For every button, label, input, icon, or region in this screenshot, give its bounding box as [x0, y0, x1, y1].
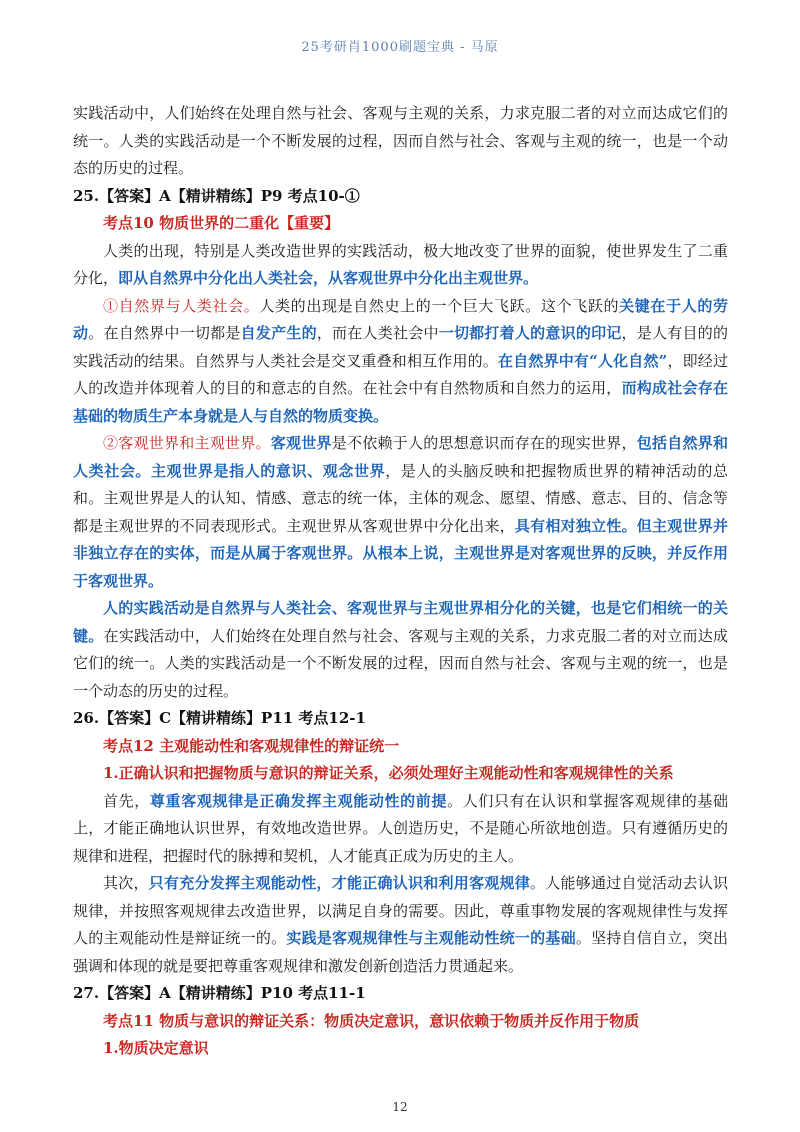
paragraph-intro [73, 238, 728, 293]
paragraph-continued [73, 100, 728, 183]
answer-27-heading: 27.【答案】A【精讲精练】P10 考点11-1 [73, 984, 366, 1002]
subheading-12-1: 1.正确认识和把握物质与意识的辩证关系，必须处理好主观能动性和客观规律性的关系 [103, 764, 674, 782]
highlight-blue: 人的实践活动是自然界与人类社会、客观世界与主观世界相分化的关键，也是它们相统一的关键。 [73, 599, 728, 645]
text-span: 。人们只有在认识和掌握客观规律的基础上，才能正确地认识世界，有效地改造世界。人创造历史，不是随心所欲地创造。只有遵循历史的规律和进程，把握时代的脉搏和契机，人才能真正成为历史的主人。 [73, 791, 728, 865]
knowledge-point-11: 考点11 物质与意识的辩证关系：物质决定意识，意识依赖于物质并反作用于物质 [103, 1011, 640, 1030]
highlight-blue: 自发产生的 [240, 324, 317, 342]
highlight-blue: 尊重客观规律是正确发挥主观能动性的前提 [149, 791, 448, 810]
highlight-blue: 具有相对独立性。但主观世界并非独立存在的实体，而是从属于客观世界。从根本上说，主观世界是对客观世界的反映，并反作用于客观世界。 [73, 516, 728, 590]
highlight-blue: 包括自然界和人类社会。主观世界是指人的意识、观念世界 [73, 434, 728, 480]
paragraph-practice-key [73, 595, 728, 705]
highlight-blue: 只有充分发挥主观能动性，才能正确认识和利用客观规律 [148, 874, 530, 892]
highlight-blue: 即从自然界中分化出人类社会，从客观世界中分化出主观世界。 [118, 269, 539, 287]
text-span: 实践活动中，人们始终在处理自然与社会、客观与主观的关系，力求克服二者的对立而达成它们的统一。 [73, 104, 728, 150]
text-span: 其次， [103, 874, 149, 892]
paragraph-objective-subjective [73, 430, 728, 595]
text-span: 在实践活动中，人们始终在处理自然与社会、客观与主观的关系，力求克服二者的对立而达成它们的统一。人类的实践活动是一个不断发展的过程，因而自然与社会、客观与主观的统一，也是一个动态的历史的过程。 [73, 626, 728, 700]
text-span: 人类的实践活动是一个不断发展的过程，因而自然与社会、客观与主观的统一，也是一个动态的历史的过程。 [73, 131, 728, 177]
text-span: 人类的出现，特别是人类改造世界的实践活动，极大地改变了世界的面貌，使世界发生了二重分化， [73, 241, 728, 287]
text-span: 是不依赖于人的思想意识而存在的现实世界， [331, 434, 637, 452]
highlight-blue: 客观世界 [270, 434, 332, 452]
highlight-blue: 在自然界中有“人化自然” [498, 351, 668, 370]
text-span: ，是人有目的的实践活动的结果。自然界与人类社会是交叉重叠和相互作用的。 [73, 324, 728, 370]
paragraph-nature-society [73, 293, 728, 431]
page-number: 12 [392, 1100, 408, 1114]
paragraph-first [73, 788, 728, 871]
page-header: 25考研肖1000刷题宝典 - 马原 [301, 40, 499, 55]
knowledge-point-10: 考点10 物质世界的二重化【重要】 [103, 214, 340, 232]
text-span: 。在自然界中一切都是 [88, 324, 241, 342]
subheading-11-1: 1.物质决定意识 [103, 1039, 209, 1057]
answer-25-heading: 25.【答案】A【精讲精练】P9 考点10-① [73, 186, 360, 205]
text-span: ，即经过人的改造并体现着人的目的和意志的自然。在社会中有自然物质和自然力的运用， [73, 351, 728, 397]
highlight-blue: 关键在于人的劳动 [73, 296, 728, 342]
highlight-blue: 而构成社会存在基础的物质生产本身就是人与自然的物质变换。 [73, 379, 728, 425]
text-span: 。坚持自信自立，突出强调和体现的就是要把尊重客观规律和激发创新创造活力贯通起来。 [73, 929, 728, 975]
text-span: 首先， [103, 791, 150, 810]
knowledge-point-12: 考点12 主观能动性和客观规律性的辩证统一 [103, 736, 400, 755]
subheading-red: ②客观世界和主观世界。 [103, 434, 271, 452]
subheading-red: ①自然界与人类社会。 [103, 296, 260, 315]
highlight-blue: 实践是客观规律性与主观能动性统一的基础 [286, 929, 576, 947]
paragraph-second [73, 870, 728, 980]
text-span: 。人能够通过自觉活动去认识规律，并按照客观规律去改造世界，以满足自身的需要。因此，尊重事物发展的客观规律性与发挥人的主观能动性是辩证统一的。 [73, 874, 728, 947]
text-span: ，而在人类社会中 [316, 324, 439, 342]
page-content [73, 100, 728, 1063]
text-span: ，是人的头脑反映和把握物质世界的精神活动的总和。主观世界是人的认知、情感、意志的统一体，主体的观念、愿望、情感、意志、目的、信念等都是主观世界的不同表现形式。主观世界从客观世界中分化出来， [73, 461, 728, 535]
highlight-blue: 一切都打着人的意识的印记 [438, 324, 622, 342]
answer-26-heading: 26.【答案】C【精讲精练】P11 考点12-1 [73, 709, 366, 727]
text-span: 人类的出现是自然史上的一个巨大飞跃。这个飞跃的 [259, 296, 620, 315]
